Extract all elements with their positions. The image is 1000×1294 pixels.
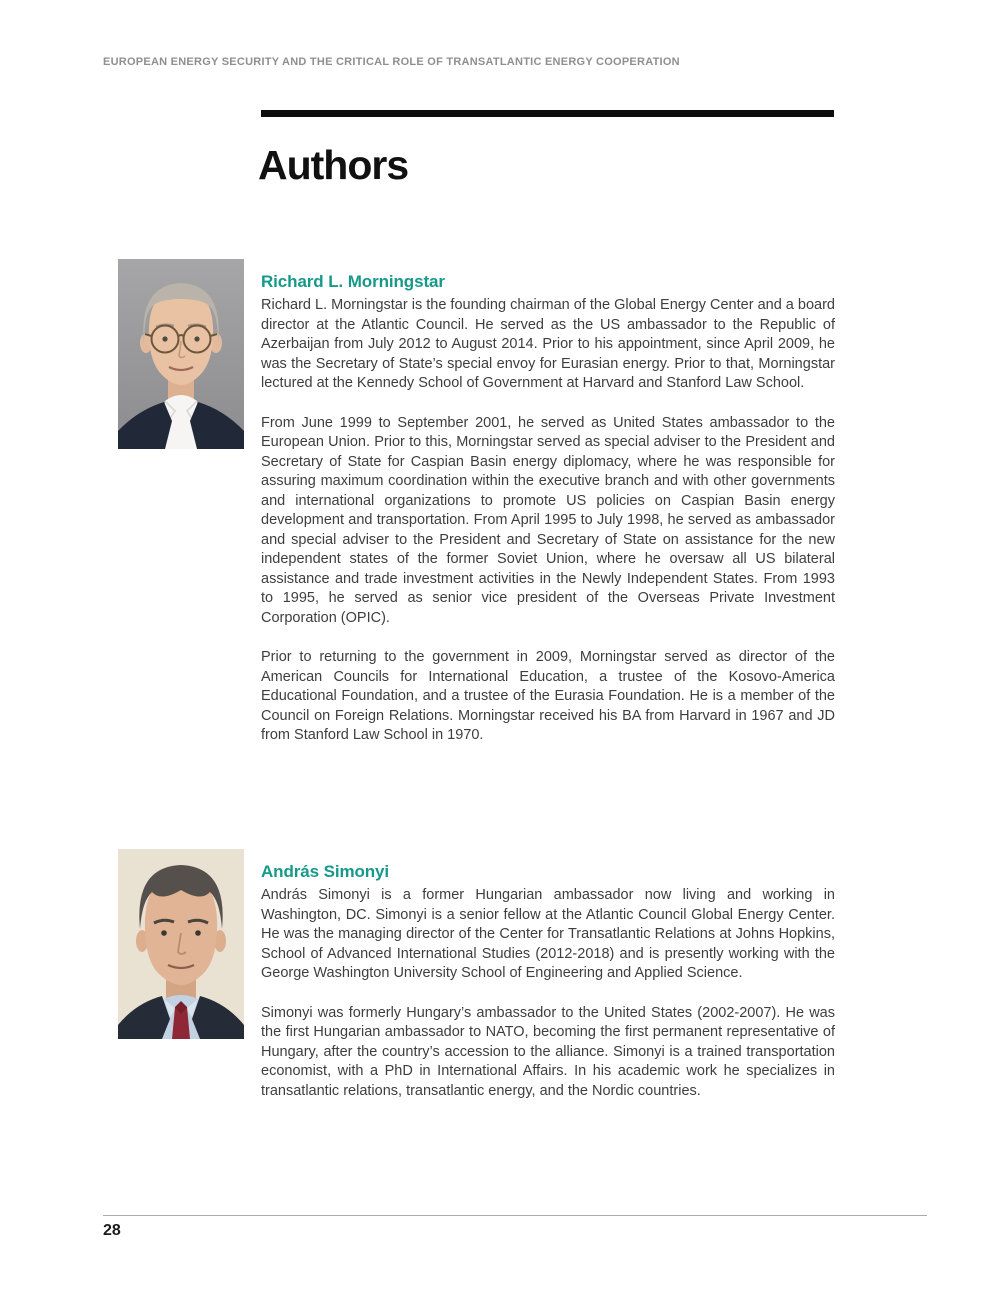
footer-rule xyxy=(103,1215,927,1216)
bio-paragraph: András Simonyi is a former Hungarian ambassador now living and working in Washington, DC. Simonyi is a senior fellow at the Atlantic Council Global Energy Center. He was the managing director of the Center for Transatlantic Relations at Johns Hopkins, School of Advanced International Studies (2012-2018) and is presently working with the George Washington University School of Engineering and Applied Science. xyxy=(261,887,835,981)
author-photo-andras-simonyi xyxy=(118,849,244,1039)
page-number: 28 xyxy=(103,1222,121,1239)
bio-paragraph: Richard L. Morningstar is the founding chairman of the Global Energy Center and a board director at the Atlantic Council. He served as the US ambassador to the Republic of Azerbaijan from July 2012 to August 2014. Prior to his appointment, since April 2009, he was the Secretary of State’s special envoy for Eurasian energy. Prior to that, Morningstar lectured at the Kennedy School of Government at Harvard and Stanford Law School. xyxy=(261,297,835,391)
title-rule xyxy=(261,110,834,117)
author-name-andras-simonyi: András Simonyi xyxy=(261,862,390,882)
bio-paragraph: From June 1999 to September 2001, he served as United States ambassador to the European Union. Prior to this, Morningstar served as special adviser to the President and Secretary of State for Caspian Basin energy diplomacy, where he was responsible for assuring maximum coordination within the executive branch and with other governments and international organizations to promote US policies on Caspian Basin energy development and transportation. From April 1995 to July 1998, he served as ambassador and special adviser to the President and Secretary of State on assistance for the new independent states of the former Soviet Union, where he oversaw all US bilateral assistance and trade investment activities in the Newly Independent States. From 1993 to 1995, he served as senior vice president of the Overseas Private Investment Corporation (OPIC). xyxy=(261,414,835,626)
author-bio-richard-morningstar xyxy=(261,296,835,766)
page-title: Authors xyxy=(258,142,409,189)
bio-paragraph: Simonyi was formerly Hungary’s ambassador to the United States (2002-2007). He was the first Hungarian ambassador to NATO, becoming the first permanent representative of Hungary, after the country’s accession to the alliance. Simonyi is a trained transportation economist, with a PhD in International Affairs. In his academic work he specializes in transatlantic relations, transatlantic energy, and the Nordic countries. xyxy=(261,1004,835,1099)
author-bio-andras-simonyi xyxy=(261,886,835,1121)
portrait-illustration-morningstar xyxy=(118,259,244,449)
bio-paragraph: Prior to returning to the government in 2009, Morningstar served as director of the American Councils for International Education, a trustee of the Kosovo-America Educational Foundation, and a trustee of the Eurasia Foundation. He is a member of the Council on Foreign Relations. Morningstar received his BA from Harvard in 1967 and JD from Stanford Law School in 1970. xyxy=(261,649,835,743)
author-photo-richard-morningstar xyxy=(118,259,244,449)
author-name-richard-morningstar: Richard L. Morningstar xyxy=(261,272,445,292)
portrait-illustration-simonyi xyxy=(118,849,244,1039)
running-header: EUROPEAN ENERGY SECURITY AND THE CRITICAL ROLE OF TRANSATLANTIC ENERGY COOPERATION xyxy=(103,56,680,68)
